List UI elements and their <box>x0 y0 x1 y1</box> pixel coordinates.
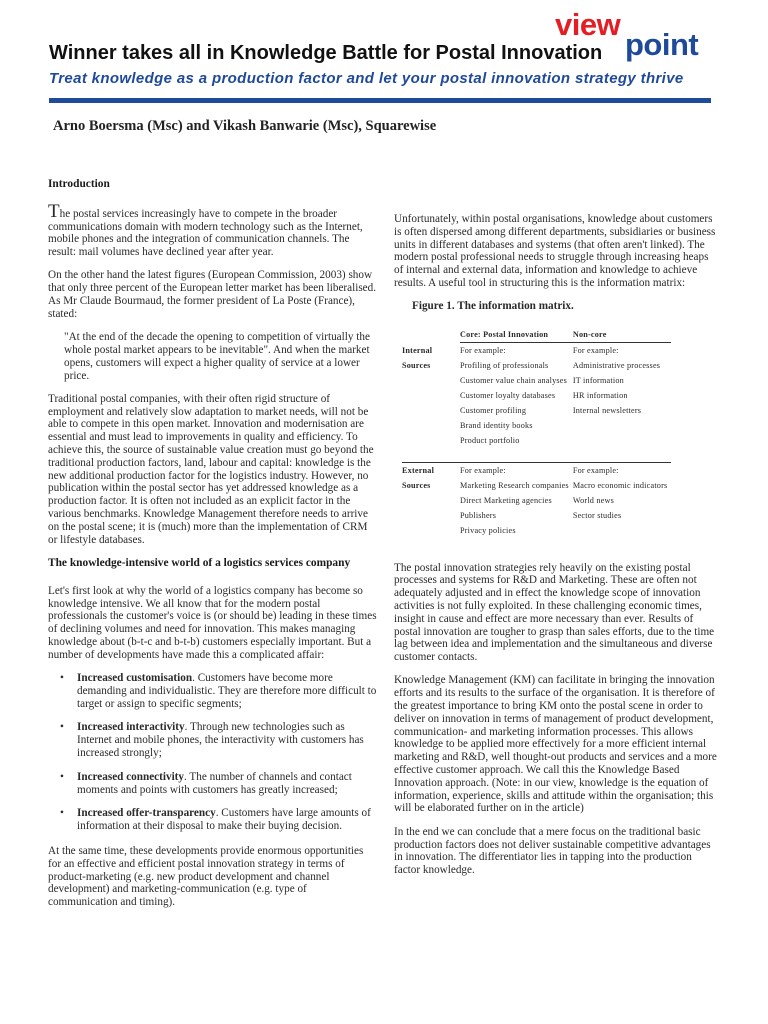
matrix-cell: Product portfolio <box>460 436 520 446</box>
information-matrix-table <box>402 327 671 538</box>
matrix-spacer-row <box>402 448 671 462</box>
table-row <box>402 523 671 538</box>
matrix-cell: IT information <box>572 376 624 386</box>
figure-caption: Figure 1. The information matrix. <box>412 300 574 313</box>
matrix-cell: HR information <box>572 391 628 401</box>
matrix-header-row <box>402 327 671 343</box>
header-rule <box>49 98 711 103</box>
paragraph-innovation-strategies: The postal innovation strategies rely heavily on the existing postal processes and systems for R&D and Marketing. These are often not adequately adjusted and in effect the knowledge scope of innovation activities is not fully exploited. In these challenging economic times, insight in cause and effect are more necessary than ever. Results of postal innovation are tougher to grasp than sales efforts, due to the time lag between idea and implementation and the simultaneous and diverse customer contacts. <box>394 561 715 664</box>
list-item-text: . Customers have become more demanding and individualistic. They are therefore more difficult to target or assign to specific segments; <box>77 672 377 710</box>
matrix-row-label: External <box>402 462 460 478</box>
bullet-icon: • <box>60 672 64 684</box>
right-column <box>394 213 718 887</box>
list-item-bold: Increased connectivity <box>77 770 184 783</box>
matrix-cell: Customer value chain analyses <box>460 376 567 386</box>
section-heading-logistics: The knowledge-intensive world of a logistics services company <box>48 556 351 569</box>
matrix-cell: For example: <box>572 346 619 356</box>
matrix-row-label: Sources <box>402 361 431 371</box>
matrix-cell: Internal newsletters <box>572 406 642 416</box>
list-item-text: . The number of channels and contact moments and points with customers has greatly increased; <box>77 770 352 796</box>
matrix-cell: For example: <box>573 462 672 478</box>
bullet-icon: • <box>60 721 64 734</box>
table-row <box>402 403 671 418</box>
matrix-cell: Direct Marketing agencies <box>460 495 552 505</box>
matrix-col-noncore: Non-core <box>573 327 672 343</box>
article-subtitle: Treat knowledge as a production factor and let your postal innovation strategy thrive <box>49 70 684 87</box>
matrix-cell: Administrative processes <box>572 361 661 371</box>
intro-paragraph-text: he postal services increasingly have to compete in the broader communications domain with modern technology such as the Internet, mobile phones and the integration of communication channels. The result: mail volumes have declined year after year. <box>48 207 363 259</box>
paragraph-opportunities: At the same time, these developments provide enormous opportunities for an effective and efficient postal innovation strategy in terms of product-marketing (e.g. new product development and channel development) and marketing-communication (e.g. type of communication and timing). <box>48 844 364 909</box>
bullet-icon: • <box>60 807 64 820</box>
table-row <box>402 373 671 388</box>
matrix-cell: Profiling of professionals <box>460 361 549 371</box>
matrix-cell: Customer loyalty databases <box>460 391 556 401</box>
paragraph-dispersed-knowledge: Unfortunately, within postal organisations, knowledge about customers is often dispersed among different departments, subsidiaries or business units in different databases and systems (that often aren't linked). The modern postal professional needs to struggle through increasing heaps of internal and external data, information and knowledge to achieve results. A useful tool in structuring this is the information matrix: <box>394 213 716 289</box>
list-item <box>48 807 378 833</box>
paragraph-conclusion: In the end we can conclude that a mere focus on the traditional basic production factors does not deliver sustainable competitive advantages in innovation. The differentiator lies in tapping into the production factor knowledge. <box>394 825 711 877</box>
list-item <box>48 771 378 797</box>
article-authors: Arno Boersma (Msc) and Vikash Banwarie (Msc), Squarewise <box>53 118 437 134</box>
matrix-cell: Publishers <box>460 510 497 520</box>
developments-list <box>48 672 378 833</box>
block-quote: "At the end of the decade the opening to competition of virtually the whole postal market appears to be inevitable". And when the market opens, customers will expect a higher quality of service at a lower price. <box>64 331 370 382</box>
bullet-icon: • <box>60 770 64 783</box>
table-row <box>402 343 671 359</box>
logo-view-text: view <box>555 7 621 42</box>
matrix-cell: World news <box>572 495 614 505</box>
table-row <box>402 508 671 523</box>
matrix-col-core: Core: Postal Innovation <box>460 327 573 343</box>
table-row <box>402 493 671 508</box>
matrix-cell: Privacy policies <box>460 525 516 535</box>
drop-cap: T <box>48 200 60 222</box>
intro-paragraph <box>48 200 378 259</box>
matrix-row-label: Sources <box>402 480 431 490</box>
table-row <box>402 418 671 433</box>
table-row <box>402 433 671 448</box>
table-row <box>402 358 671 373</box>
list-item-text: . Through new technologies such as Internet and mobile phones, the interactivity with customers has increased strongly; <box>77 721 364 759</box>
left-column <box>48 178 378 919</box>
matrix-cell: Customer profiling <box>460 406 527 416</box>
paragraph-knowledge-intensive: Let's first look at why the world of a logistics company has become so knowledge intensive. We all know that for the modern postal professionals the customer's voice is (or should be) leading in these times of declining volumes and need for innovation. This makes managing knowledge about (b-t-c and b-t-b) customers especially important. But a number of developments have made this a complicated affair: <box>48 584 377 661</box>
list-item-text: . Customers have large amounts of information at their disposal to make their buying decision. <box>77 807 371 833</box>
matrix-cell: Sector studies <box>572 510 622 520</box>
table-row <box>402 478 671 493</box>
list-item-bold: Increased offer-transparency <box>77 807 216 820</box>
intro-heading: Introduction <box>48 178 110 190</box>
matrix-cell: Marketing Research companies <box>460 480 569 490</box>
matrix-cell: For example: <box>460 462 573 478</box>
matrix-row-label: Internal <box>402 345 433 355</box>
paragraph-knowledge-management: Knowledge Management (KM) can facilitate in bringing the innovation efforts and its results to the surface of the organisation. It is therefore of the greatest importance to bring KM onto the postal scene in order to deliver on innovation in terms of management of product development, communication- and marketing information processes. This allows knowledge to be applied more effectively for a more efficient internal marketing and R&D, well thought-out products and services and a more effective customer approach. We call this the Knowledge Based Innovation approach. (Note: in our view, knowledge is the equation of information, experience, skills and attitude within the organisation; this will be elaborated further on in the article) <box>394 674 717 815</box>
matrix-cell: For example: <box>460 346 506 356</box>
article-title: Winner takes all in Knowledge Battle for Postal Innovation <box>49 42 603 64</box>
logo-point-text: point <box>625 27 699 62</box>
paragraph-traditional-postal: Traditional postal companies, with their often rigid structure of employment and relatively slow adaptation to market needs, will not be able to compete in this open market. Innovation and modernisation are essential and must lead to improvements in quality and efficiency. To achieve this, the source of sustainable value creation must go beyond the traditional production factors, land, labour and capital: knowledge is the new additional production factor for the logistics industry. However, no publication within the postal sector has yet addressed knowledge as a production factor. It is often not included as an explicit factor in the various benchmarks. Knowledge Management therefore needs to arrive on the postal scene; it is (much) more than the implementation of CRM or lifestyle databases. <box>48 392 374 546</box>
table-row <box>402 462 671 478</box>
paragraph-market-figures: On the other hand the latest figures (European Commission, 2003) show that only three percent of the European letter market has been liberalised. As Mr Claude Bourmaud, the former president of La Poste (France), stated: <box>48 269 377 320</box>
table-row <box>402 388 671 403</box>
list-item <box>48 672 378 710</box>
list-item-bold: Increased customisation <box>77 672 193 684</box>
list-item <box>48 721 378 759</box>
list-item-bold: Increased interactivity <box>77 721 185 734</box>
matrix-corner-cell <box>402 327 460 343</box>
matrix-cell: Macro economic indicators <box>572 480 668 490</box>
matrix-cell: Brand identity books <box>460 421 533 431</box>
